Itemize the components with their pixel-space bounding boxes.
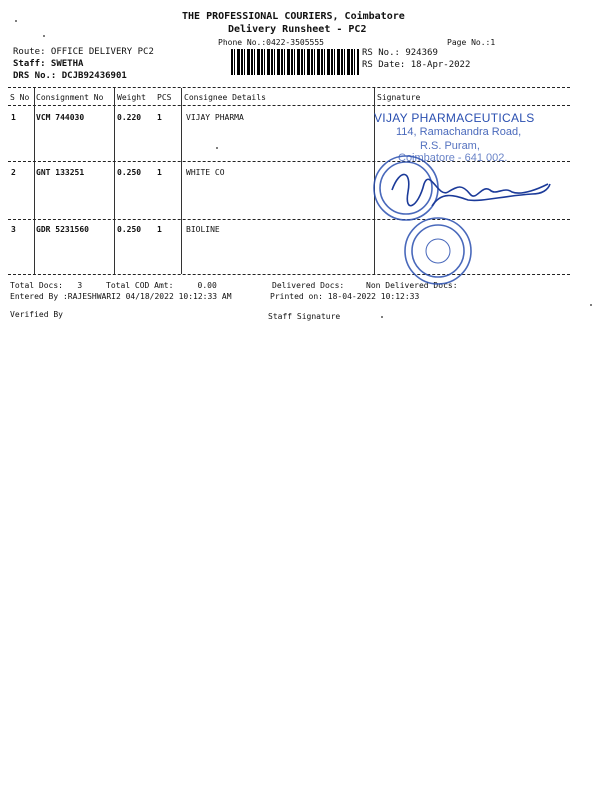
row2-pcs: 1	[157, 168, 162, 177]
scan-speck	[43, 35, 45, 37]
table-top-rule	[8, 87, 570, 88]
staff-signature-label: Staff Signature	[268, 312, 341, 321]
row2-sno: 2	[11, 168, 16, 177]
scan-speck	[381, 316, 383, 318]
row2-consignment: GNT 133251	[36, 168, 85, 177]
non-delivered-docs: Non Delivered Docs:	[366, 281, 458, 290]
printed-on: Printed on: 18-04-2022 10:12:33	[270, 292, 420, 301]
total-cod-amount: Total COD Amt: 0.00	[106, 281, 217, 290]
scan-speck	[216, 147, 218, 149]
row1-consignee: VIJAY PHARMA	[186, 113, 244, 122]
header-rule	[8, 105, 570, 106]
vijay-stamp-line2: 114, Ramachandra Road,	[396, 126, 522, 138]
row2-consignee: WHITE CO	[186, 168, 225, 177]
row1-consignment: VCM 744030	[36, 113, 85, 122]
row3-weight: 0.250	[117, 225, 142, 234]
col-consignee: Consignee Details	[184, 93, 266, 102]
round-stamps-and-signature	[372, 150, 572, 300]
row3-consignee: BIOLINE	[186, 225, 220, 234]
scan-speck	[15, 20, 17, 22]
col-divider	[34, 88, 35, 274]
col-consignment: Consignment No	[36, 93, 104, 102]
delivered-docs: Delivered Docs:	[272, 281, 345, 290]
vijay-stamp-line3: R.S. Puram,	[420, 140, 480, 152]
row3-sno: 3	[11, 225, 16, 234]
page-number: Page No.:1	[447, 38, 496, 47]
phone-number: Phone No.:0422-3505555	[218, 38, 324, 47]
scan-speck	[590, 304, 592, 306]
row1-sno: 1	[11, 113, 16, 122]
barcode	[231, 49, 359, 75]
col-weight: Weight	[117, 93, 146, 102]
row3-consignment: GDR 5231560	[36, 225, 89, 234]
vijay-stamp-line1: VIJAY PHARMACEUTICALS	[374, 111, 535, 125]
total-docs: Total Docs: 3	[10, 281, 83, 290]
row1-pcs: 1	[157, 113, 162, 122]
col-divider	[181, 88, 182, 274]
col-sno: S No	[10, 93, 30, 102]
document-title: Delivery Runsheet - PC2	[228, 24, 367, 35]
row1-weight: 0.220	[117, 113, 142, 122]
rs-date: RS Date: 18-Apr-2022	[362, 60, 471, 70]
company-name: THE PROFESSIONAL COURIERS, Coimbatore	[182, 11, 405, 22]
vijay-stamp-line4: Coimbatore - 641 002.	[398, 152, 508, 164]
rs-number: RS No.: 924369	[362, 48, 438, 58]
route-label: Route: OFFICE DELIVERY PC2	[13, 47, 154, 57]
col-signature: Signature	[377, 93, 421, 102]
col-pcs: PCS	[157, 93, 172, 102]
verified-by: Verified By	[10, 310, 63, 319]
row2-weight: 0.250	[117, 168, 142, 177]
staff-label: Staff: SWETHA	[13, 59, 84, 69]
col-divider	[114, 88, 115, 274]
entered-by: Entered By :RAJESHWARI2 04/18/2022 10:12:33 AM	[10, 292, 232, 301]
drs-number: DRS No.: DCJB92436901	[13, 71, 127, 81]
row3-pcs: 1	[157, 225, 162, 234]
